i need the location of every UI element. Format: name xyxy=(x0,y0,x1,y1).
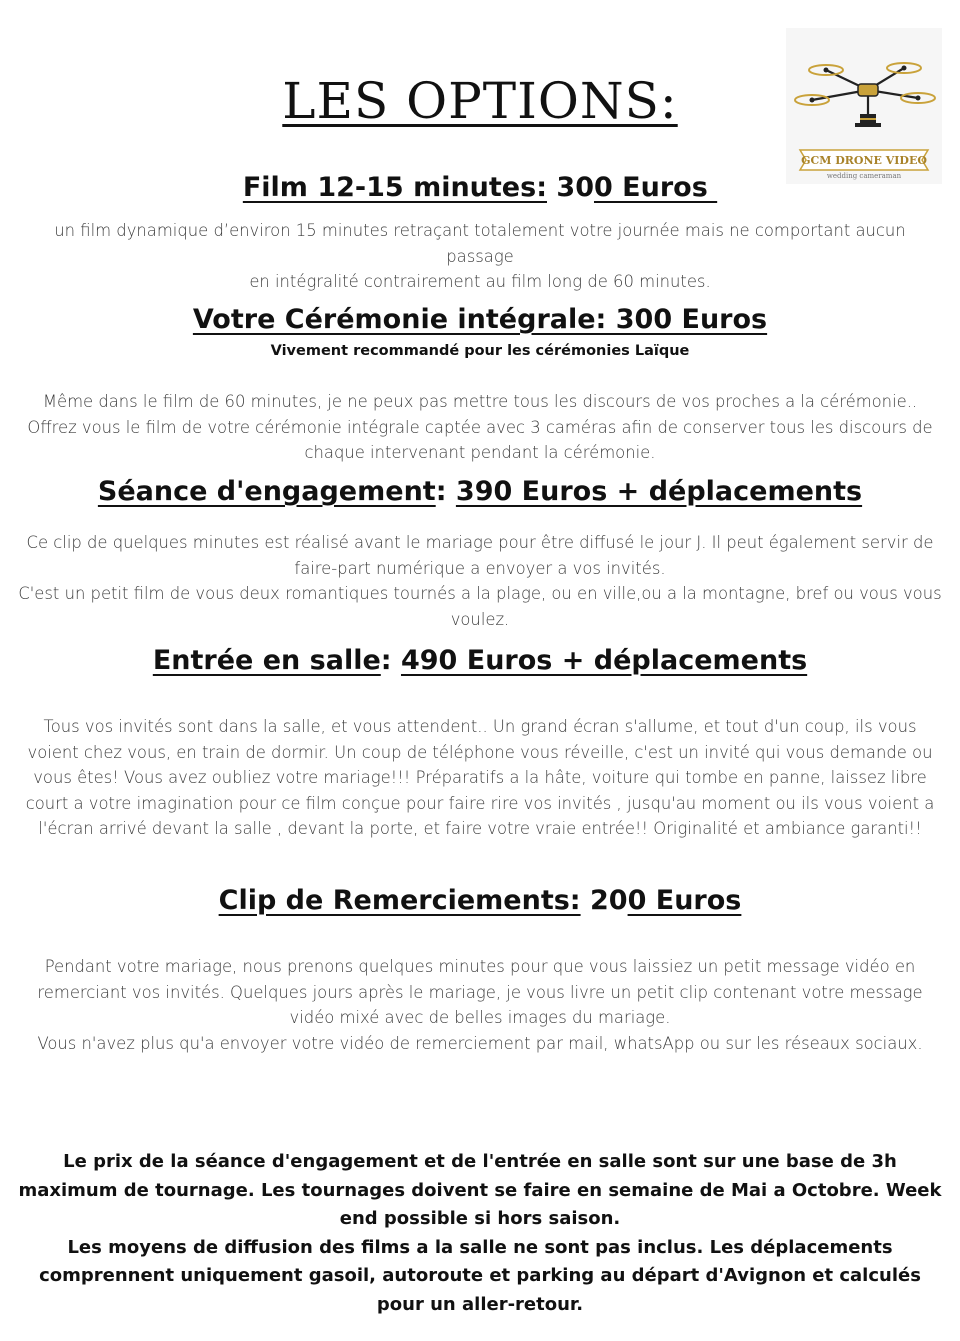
body-line: voient chez vous, en train de dormir. Un coup de téléphone vous réveille, c'est un invité qui vous demande ou xyxy=(27,742,933,762)
section-body-entree xyxy=(10,714,950,842)
svg-text:wedding cameraman: wedding cameraman xyxy=(826,172,902,180)
body-line: Tous vos invités sont dans la salle, et vous attendent.. Un grand écran s'allume, et tout d'un coup, ils vous xyxy=(43,717,917,736)
svg-text:GCM DRONE VIDEO: GCM DRONE VIDEO xyxy=(801,154,927,167)
body-line: vidéo mixé avec de belles images du mariage. xyxy=(289,1008,671,1028)
section-heading-remerciements: Clip de Remerciements: 200 Euros xyxy=(218,885,742,916)
footer-line: Le prix de la séance d'engagement et de l'entrée en salle sont sur une base de 3h xyxy=(63,1151,897,1172)
body-line: faire-part numérique a envoyer a vos invités. xyxy=(294,558,666,578)
body-line: remerciant vos invités. Quelques jours après le mariage, je vous livre un petit clip contenant votre message xyxy=(37,982,923,1002)
price: 0 Euros xyxy=(593,172,718,203)
body-line: passage xyxy=(446,246,514,266)
section-heading-engagement: Séance d'engagement: 390 Euros + déplacements xyxy=(97,476,863,507)
gcm-drone-video-logo xyxy=(786,28,942,184)
body-line: chaque intervenant pendant la cérémonie. xyxy=(304,443,656,463)
body-line: Même dans le film de 60 minutes, je ne peux pas mettre tous les discours de vos proches a la cérémonie.. xyxy=(42,392,918,411)
footer-line: maximum de tournage. Les tournages doivent se faire en semaine de Mai a Octobre. Week xyxy=(18,1179,942,1201)
body-line: Ce clip de quelques minutes est réalisé avant le mariage pour être diffusé le jour J. Il peut également servir de xyxy=(26,533,934,552)
section-body-ceremonie xyxy=(10,389,950,466)
footer-line: Les moyens de diffusion des films a la salle ne sont pas inclus. Les déplacements xyxy=(67,1236,893,1258)
drone-icon xyxy=(786,28,942,184)
section-heading-entree: Entrée en salle: 490 Euros + déplacements xyxy=(152,645,808,676)
footer-line: end possible si hors saison. xyxy=(339,1208,621,1229)
footer-line: comprennent uniquement gasoil, autoroute et parking au départ d'Avignon et calculés xyxy=(39,1265,921,1286)
footer-line: pour un aller-retour. xyxy=(376,1293,584,1315)
section-heading-film: Film 12-15 minutes: 300 Euros xyxy=(242,172,718,203)
body-line: l'écran arrivé devant la salle , devant la porte, et faire votre vraie entrée!! Originalité et ambiance garanti!! xyxy=(38,819,922,839)
body-line: un film dynamique d’environ 15 minutes retraçant totalement votre journée mais ne comportant aucun xyxy=(54,221,906,240)
body-line: court a votre imagination pour ce film conçue pour faire rire vos invités , jusqu'au moment ou ils vous voient a xyxy=(25,793,935,813)
section-heading-ceremonie: Votre Cérémonie intégrale: 300 Euros xyxy=(192,304,768,335)
body-line: Offrez vous le film de votre cérémonie intégrale captée avec 3 caméras afin de conserver tous les discours de xyxy=(27,417,933,437)
body-line: Pendant votre mariage, nous prenons quelques minutes pour que vous laissiez un petit message vidéo en xyxy=(44,957,916,976)
footer-notes xyxy=(8,1148,952,1319)
page-title: LES OPTIONS: xyxy=(282,72,678,130)
body-line: vous êtes! Vous avez oubliez votre mariage!!! Préparatifs a la hâte, voiture qui tombe en panne, laissez libre xyxy=(33,768,927,788)
body-line: en intégralité contrairement au film long de 60 minutes. xyxy=(249,272,711,292)
body-line: C'est un petit film de vous deux romantiques tournés a la plage, ou en ville,ou a la montagne, bref ou vous vous xyxy=(18,584,942,604)
body-line: voulez. xyxy=(450,609,510,629)
section-body-engagement xyxy=(10,530,950,632)
body-line: Vous n'avez plus qu'a envoyer votre vidéo de remerciement par mail, whatsApp ou sur les réseaux sociaux. xyxy=(37,1033,923,1053)
section-subheading-ceremonie: Vivement recommandé pour les cérémonies Laïque xyxy=(270,343,690,359)
section-body-film xyxy=(10,218,950,295)
section-body-remerciements xyxy=(10,954,950,1056)
